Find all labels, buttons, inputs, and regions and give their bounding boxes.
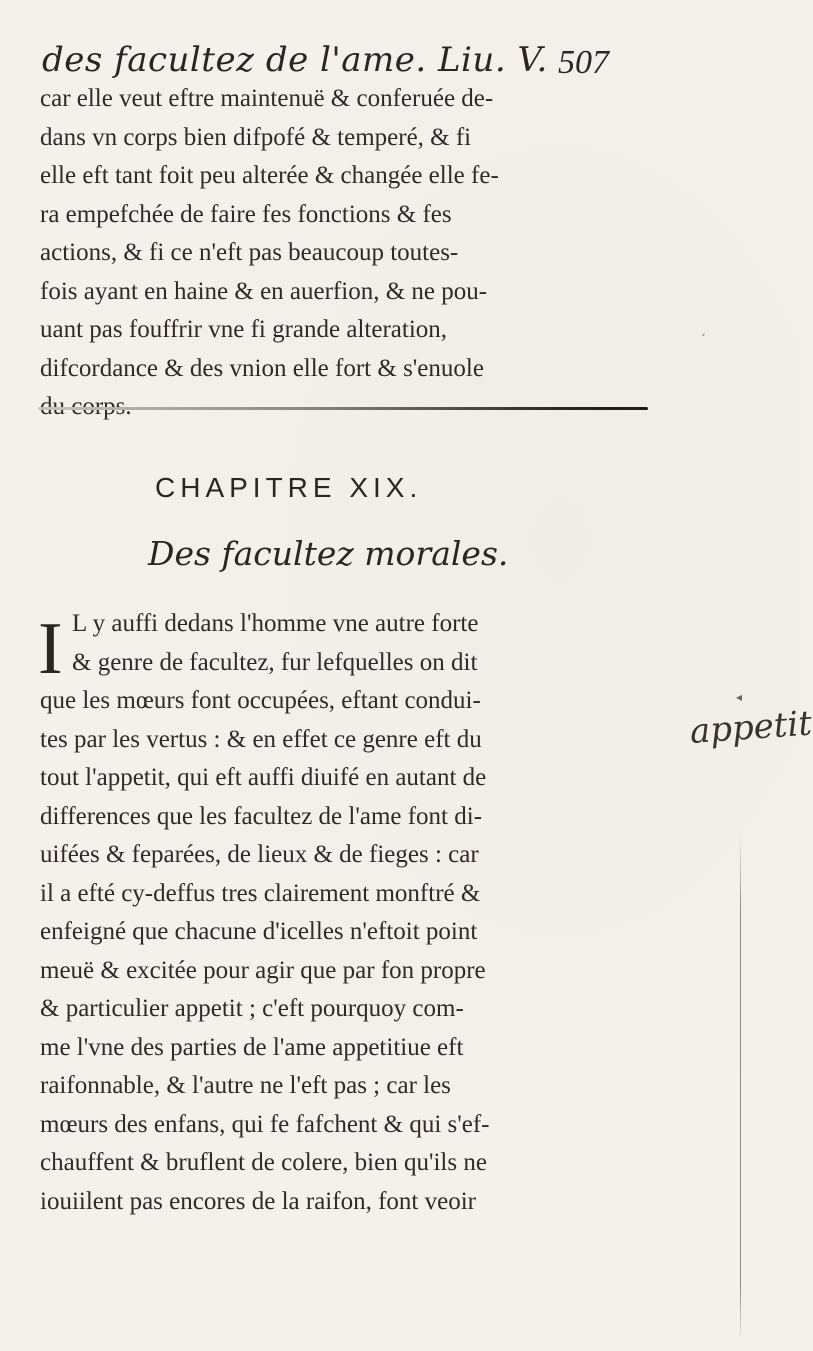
- paragraph-continued: [40, 80, 680, 427]
- text-line: raifonnable, & l'autre ne l'eft pas ; car les: [40, 1072, 451, 1099]
- text-line: mœurs des enfans, qui fe fafchent & qui s'ef-: [40, 1110, 490, 1138]
- text-line: uant pas fouffrir vne fi grande alteration,: [40, 316, 448, 343]
- text-line: tes par les vertus : & en effet ce genre eft du: [40, 725, 482, 753]
- ink-speck-mark: ◂: [736, 690, 743, 704]
- text-line: fois ayant en haine & en auerfion, & ne pou-: [40, 277, 488, 305]
- text-line: ra empefchée de faire fes fonctions & fes: [40, 200, 452, 228]
- text-line: elle eft tant foit peu alterée & changée elle fe-: [40, 162, 499, 189]
- section-divider-rule: [38, 407, 648, 410]
- text-line: meuë & excitée pour agir que par fon propre: [40, 956, 486, 984]
- drop-cap: I: [38, 608, 63, 690]
- page-number: 507: [558, 44, 609, 81]
- handwritten-margin-note: appetit: [688, 703, 813, 752]
- text-line: actions, & fi ce n'eft pas beaucoup toutes-: [40, 239, 459, 266]
- text-line: tout l'appetit, qui eft auffi diuifé en autant de: [40, 764, 487, 791]
- text-line: iouiilent pas encores de la raifon, font veoir: [40, 1187, 476, 1215]
- text-line: me l'vne des parties de l'ame appetitiue eft: [40, 1033, 464, 1061]
- chapter-subtitle: Des facultez morales.: [148, 534, 509, 573]
- text-line: differences que les facultez de l'ame font di-: [40, 802, 483, 830]
- text-line: dans vn corps bien difpofé & temperé, & fi: [40, 123, 472, 151]
- paragraph-chapter-body: [40, 605, 680, 1221]
- text-line: il a efté cy-deffus tres clairement monftré &: [40, 879, 481, 907]
- text-line: L y auffi dedans l'homme vne autre forte: [72, 610, 479, 637]
- text-line: uifées & feparées, de lieux & de fieges : car: [40, 841, 479, 868]
- ink-speck-mark: ˏ: [700, 322, 706, 336]
- running-head: des facultez de l'ame. Liu. V.: [42, 40, 548, 80]
- page-edge-shadow: [740, 835, 741, 1335]
- text-line: que les mœurs font occupées, eftant condui-: [40, 687, 481, 714]
- chapter-title: CHAPITRE XIX.: [155, 472, 423, 503]
- text-line: & genre de facultez, fur lefquelles on dit: [72, 648, 478, 676]
- text-line: enfeigné que chacune d'icelles n'eftoit point: [40, 918, 478, 945]
- text-line: chauffent & bruflent de colere, bien qu'ils ne: [40, 1149, 487, 1176]
- text-line: difcordance & des vnion elle fort & s'enuole: [40, 354, 484, 382]
- text-line: & particulier appetit ; c'eft pourquoy com-: [40, 995, 464, 1022]
- text-line: car elle veut eftre maintenuë & conferuée de-: [40, 85, 494, 112]
